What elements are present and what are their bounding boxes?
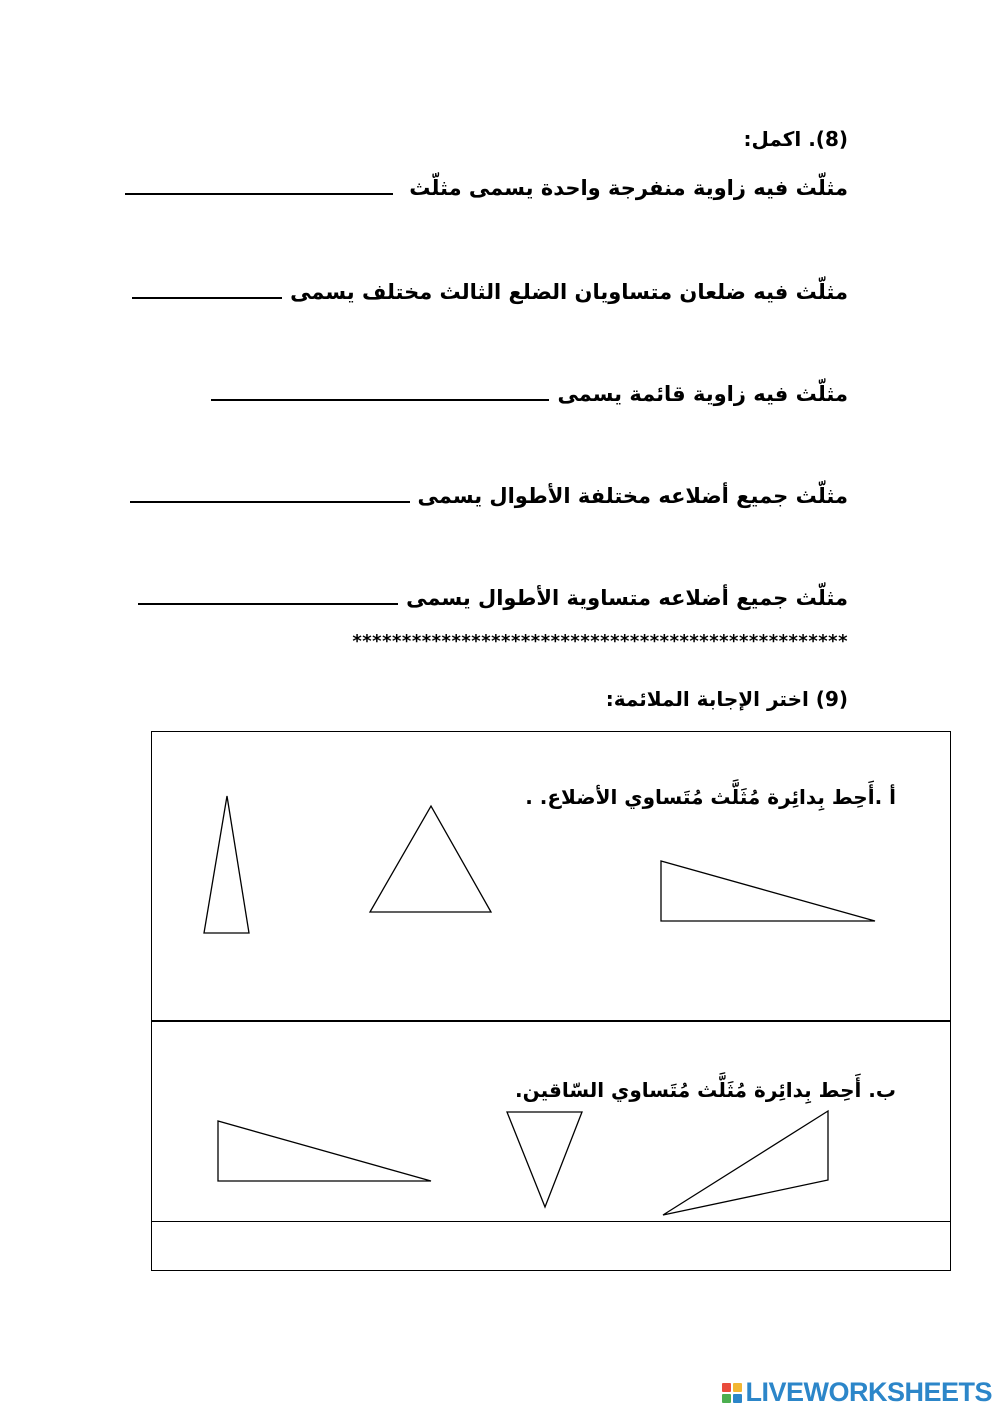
question-8-heading: (8). اكمل: xyxy=(743,127,848,151)
liveworksheets-logo-icon xyxy=(722,1383,742,1403)
part-b-label: ب. أَحِط بِدائِرة مُثَلَّث مُتَساوي السّاقين. xyxy=(514,1078,896,1102)
triangle-b-right[interactable] xyxy=(218,1121,431,1181)
question-9-heading: (9) اختر الإجابة الملائمة: xyxy=(605,687,848,711)
triangle-b-obtuse-scalene[interactable] xyxy=(663,1111,828,1215)
fill-line-text: مثلّث فيه زاوية قائمة يسمى xyxy=(557,382,848,406)
part-a-label: أ .أَحِط بِدائِرة مُثَلَّث مُتَساوي الأضلاع. . xyxy=(525,785,896,809)
separator-stars: ************************************************** xyxy=(352,631,848,652)
fill-line-text: مثلّث جميع أضلاعه متساوية الأطوال يسمى xyxy=(406,586,848,610)
fill-line-text: مثلّث جميع أضلاعه مختلفة الأطوال يسمى xyxy=(417,484,848,508)
triangle-b-inverted-isosceles[interactable] xyxy=(507,1112,582,1207)
brand-name: LIVEWORKSHEETS xyxy=(745,1377,992,1407)
fill-line-text: مثلّث فيه ضلعان متساويان الضلع الثالث مختلف يسمى xyxy=(290,280,848,304)
brand-footer xyxy=(722,1377,992,1408)
fill-line-text: مثلّث فيه زاوية منفرجة واحدة يسمى مثلّث xyxy=(409,176,848,200)
